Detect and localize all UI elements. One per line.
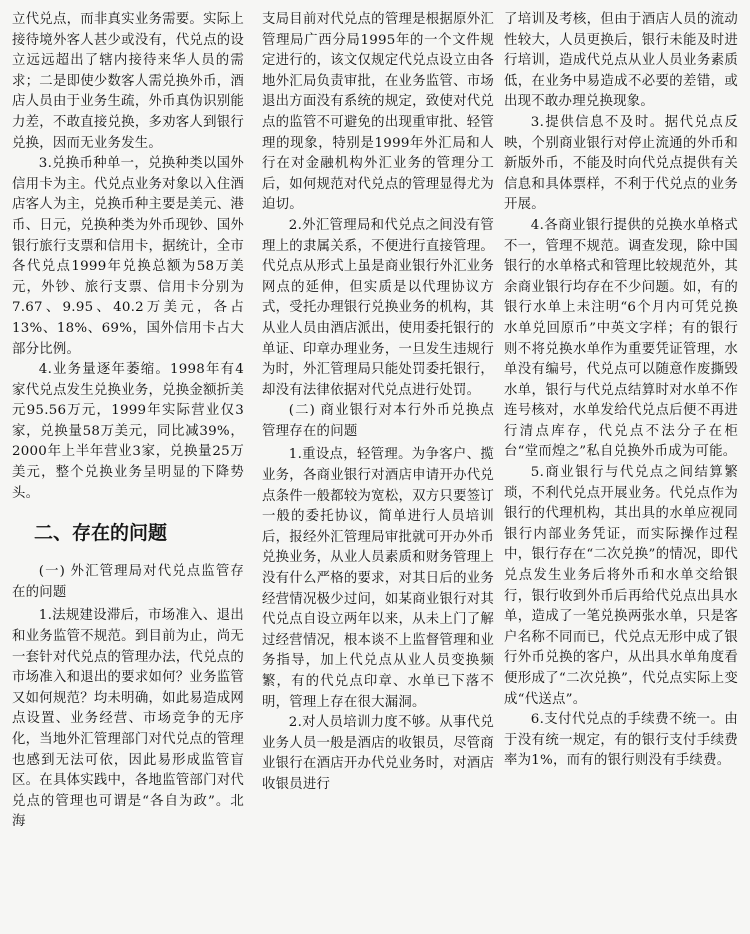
- paragraph: 6.支付代兑点的手续费不统一。由于没有统一规定，有的银行支付手续费率为1%，而有的银行则没有手续费。: [504, 712, 738, 769]
- subsection-heading: (二) 商业银行对本行外币兑换点管理存在的问题: [262, 403, 494, 439]
- paragraph: 1.法规建设滞后，市场准入、退出和业务监管不规范。到目前为止，尚无一套针对代兑点的管理办法，代兑点的市场准入和退出的要求如何？业务监管又如何规范？均未明确，如此易造成网点设置、业务经营、市场竞争的无序化，当地外汇管理部门对代兑点的管理也感到无法可依，因此易形成监管盲区。在具体实践中，各地监管部门对代兑点的管理也可谓是“各自为政”。北海: [12, 608, 244, 830]
- paragraph: 1.重设点，轻管理。为争客户、揽业务，各商业银行对酒店申请开办代兑点条件一般都较为宽松，双方只要签订一般的委托协议，简单进行人员培训后，报经外汇管理局审批就可开办外币兑换业务，从业人员素质和财务管理上没有什么严格的要求，对其日后的业务经营情况极少过问，如某商业银行对其代兑点自设立两年以来，从未上门了解过经营情况，根本谈不上监督管理和业务指导，加上代兑点从业人员变换频繁，有的代兑点印章、水单已下落不明，管理上存在很大漏洞。: [262, 447, 494, 710]
- paragraph: 3.提供信息不及时。据代兑点反映，个别商业银行对停止流通的外币和新版外币，不能及时向代兑点提供有关信息和具体票样，不利于代兑点的业务开展。: [504, 114, 738, 213]
- subsection-heading: (一) 外汇管理局对代兑点监管存在的问题: [12, 564, 244, 600]
- paragraph: 立代兑点，而非真实业务需要。实际上接待境外客人甚少或没有，代兑点的设立远远超出了辖内接待来华人员的需求；二是即使少数客人需兑换外币，酒店人员由于业务生疏，外币真伪识别能力差，不敢直接兑换，多劝客人到银行兑换，因而无业务发生。: [12, 12, 244, 151]
- text-column-left: [12, 10, 244, 833]
- paragraph: 4.各商业银行提供的兑换水单格式不一，管理不规范。调查发现，除中国银行的水单格式和管理比较规范外，其余商业银行均存在不少问题。如，有的银行水单上未注明“6个月内可凭兑换水单兑回原币”中英文字样；有的银行则不将兑换水单作为重要凭证管理，水单没有编号，代兑点可以随意作废撕毁水单，银行与代兑点结算时对水单不作连号核对，水单发给代兑点后便不再进行清点库存，代兑点不法分子在柜台“堂而煌之”私自兑换外币成为可能。: [504, 217, 738, 460]
- section-heading: 二、存在的问题: [34, 522, 168, 545]
- paragraph: 4.业务量逐年萎缩。1998年有4家代兑点发生兑换业务，兑换金额折美元95.56万元，1999年实际营业仅3家，兑换量58万美元，同比减39%，2000年上半年营业3家，兑换量25万美元，整个兑换业务呈明显的下降势头。: [12, 362, 244, 501]
- text-column-right: [504, 10, 738, 772]
- paragraph: 2.对人员培训力度不够。从事代兑业务人员一般是酒店的收银员，尽管商业银行在酒店开办代兑业务时，对酒店收银员进行: [262, 715, 494, 792]
- paragraph: 3.兑换币种单一，兑换种类以国外信用卡为主。代兑点业务对象以入住酒店客人为主，兑换币种主要是美元、港币、日元，兑换种类为外币现钞、国外银行旅行支票和信用卡，据统计，全市各代兑点1999年兑换总额为58万美元，外钞、旅行支票、信用卡分别为7.67、9.95、40.2万美元，各占13%、18%、69%，国外信用卡占大部分比例。: [12, 156, 244, 357]
- paragraph: 2.外汇管理局和代兑点之间没有管理上的隶属关系，不便进行直接管理。代兑点从形式上虽是商业银行外汇业务网点的延伸，但实质是以代理协议方式，受托办理银行兑换业务的机构，其从业人员由酒店派出，使用委托银行的单证、印章办理业务，一旦发生违规行为时，外汇管理局只能处罚委托银行，却没有法律依据对代兑点进行处罚。: [262, 217, 494, 398]
- paragraph: 了培训及考核，但由于酒店人员的流动性较大，人员更换后，银行未能及时进行培训，造成代兑点从业人员业务素质低，在业务中易造成不必要的差错，或出现不敢办理兑换现象。: [504, 12, 738, 110]
- paragraph: 5.商业银行与代兑点之间结算繁琐，不利代兑点开展业务。代兑点作为银行的代理机构，其出具的水单应视同银行内部业务凭证，而实际操作过程中，银行存在“二次兑换”的情况，即代兑点发生业务后将外币和水单交给银行，银行收到外币后再给代兑点出具水单，造成了一笔兑换两张水单，只是客户名称不同而已，代兑点无形中成了银行外币兑换的客户，从出具水单角度看便形成了“二次兑换”，代兑点实际上变成“代送点”。: [504, 465, 738, 707]
- paragraph: 支局目前对代兑点的管理是根据原外汇管理局广西分局1995年的一个文件规定进行的，该文仅规定代兑点设立由各地外汇局负责审批，在业务监管、市场退出方面没有系统的规定，致使对代兑点的监管不可避免的出现重审批、轻管理的现象，特别是1999年外汇局和人行在对金融机构外汇业务的管理分工后，如何规范对代兑点的管理显得尤为迫切。: [262, 12, 494, 213]
- text-column-middle: [262, 10, 494, 796]
